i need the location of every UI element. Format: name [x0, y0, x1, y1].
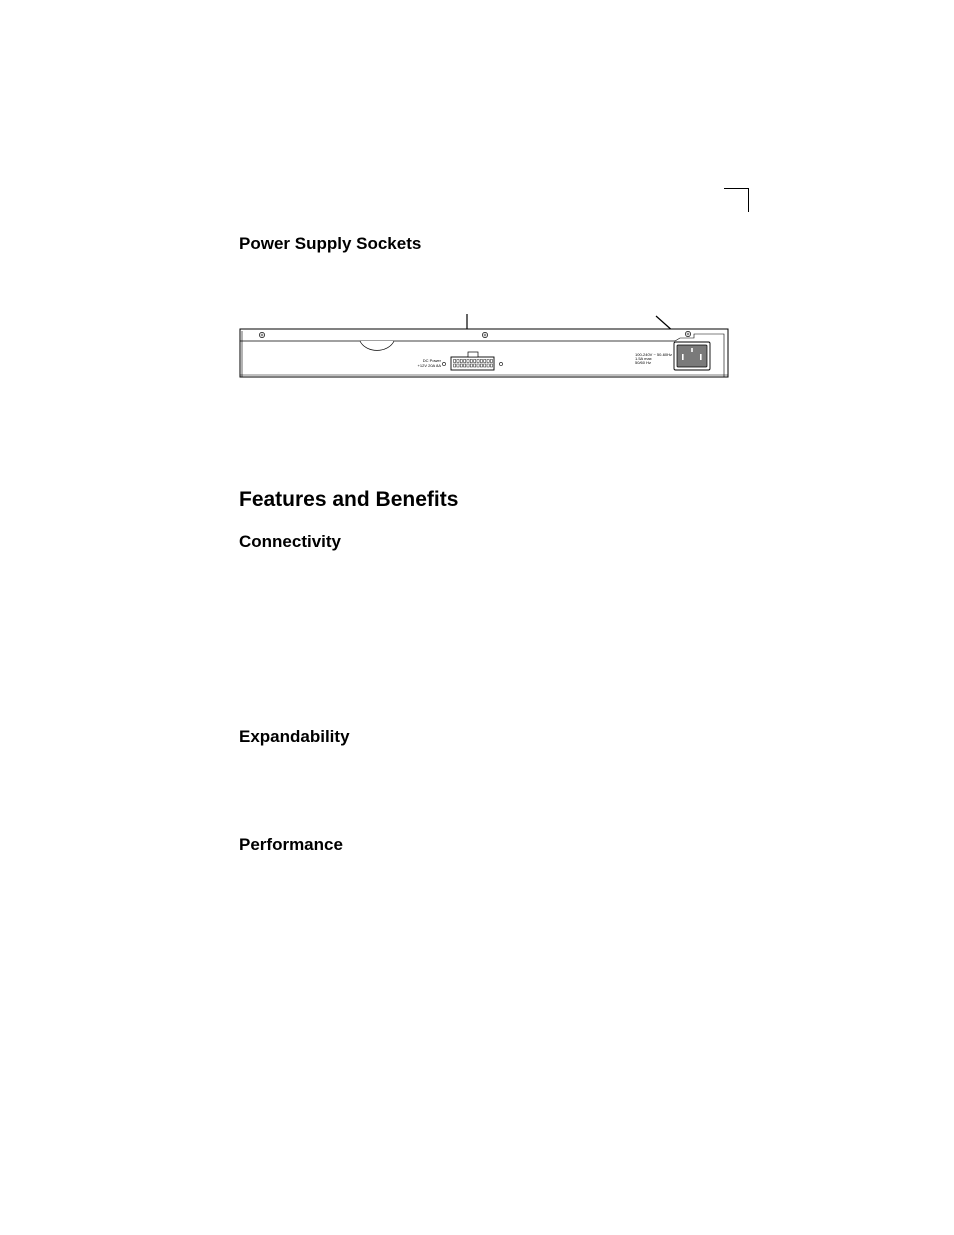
rear-panel-drawing — [236, 310, 732, 384]
ac-socket-label-line1: 100-240V ~ 50-60Hz — [635, 352, 673, 357]
ac-pin-ground — [691, 348, 693, 352]
ac-power-socket — [674, 342, 710, 370]
dc-socket-pin — [464, 360, 466, 363]
rear-panel-figure — [236, 310, 732, 384]
screw-icon-left — [259, 332, 264, 337]
dc-socket-pin — [484, 360, 486, 363]
ac-socket-label-line2: 1.5A max — [635, 356, 652, 361]
dc-socket-pin — [464, 364, 466, 367]
dc-socket-pin — [474, 360, 476, 363]
dc-socket-pin — [490, 360, 492, 363]
dc-socket-pin — [460, 364, 462, 367]
screw-icon-center — [482, 332, 487, 337]
ac-pin-right — [700, 354, 702, 360]
screw-icon-right — [685, 331, 690, 336]
ac-pin-left — [682, 354, 684, 360]
dc-socket-pin — [460, 360, 462, 363]
dc-socket-pin — [484, 364, 486, 367]
dc-socket-pin — [457, 364, 459, 367]
dc-socket-pin — [490, 364, 492, 367]
dc-socket-pin — [467, 364, 469, 367]
crop-mark — [724, 188, 749, 212]
dc-socket-pin — [480, 364, 482, 367]
ac-socket-label-line3: 50/60 Hz — [635, 360, 652, 365]
dc-socket-pin — [470, 360, 472, 363]
dc-socket-pin — [474, 364, 476, 367]
dc-socket-pin — [477, 360, 479, 363]
dc-socket-pin — [457, 360, 459, 363]
dc-socket-pin — [470, 364, 472, 367]
section-heading-features-and-benefits: Features and Benefits — [239, 488, 459, 511]
dc-socket-pin — [487, 360, 489, 363]
dc-socket-label-line1: DC Power — [422, 358, 441, 363]
dc-socket-pin — [480, 360, 482, 363]
dc-socket-pin — [487, 364, 489, 367]
subsection-heading-connectivity: Connectivity — [239, 532, 342, 551]
dc-socket-pin — [454, 360, 456, 363]
subsection-heading-expandability: Expandability — [239, 727, 350, 746]
subsection-heading-performance: Performance — [239, 835, 343, 854]
dc-socket-pin — [467, 360, 469, 363]
dc-led-right — [499, 362, 502, 365]
dc-socket-label-line2: +12V 20A 8A — [417, 363, 441, 368]
dc-socket-pin — [477, 364, 479, 367]
dc-led-left — [442, 362, 445, 365]
dc-socket-pin — [454, 364, 456, 367]
section-heading-power-supply-sockets: Power Supply Sockets — [239, 234, 422, 253]
